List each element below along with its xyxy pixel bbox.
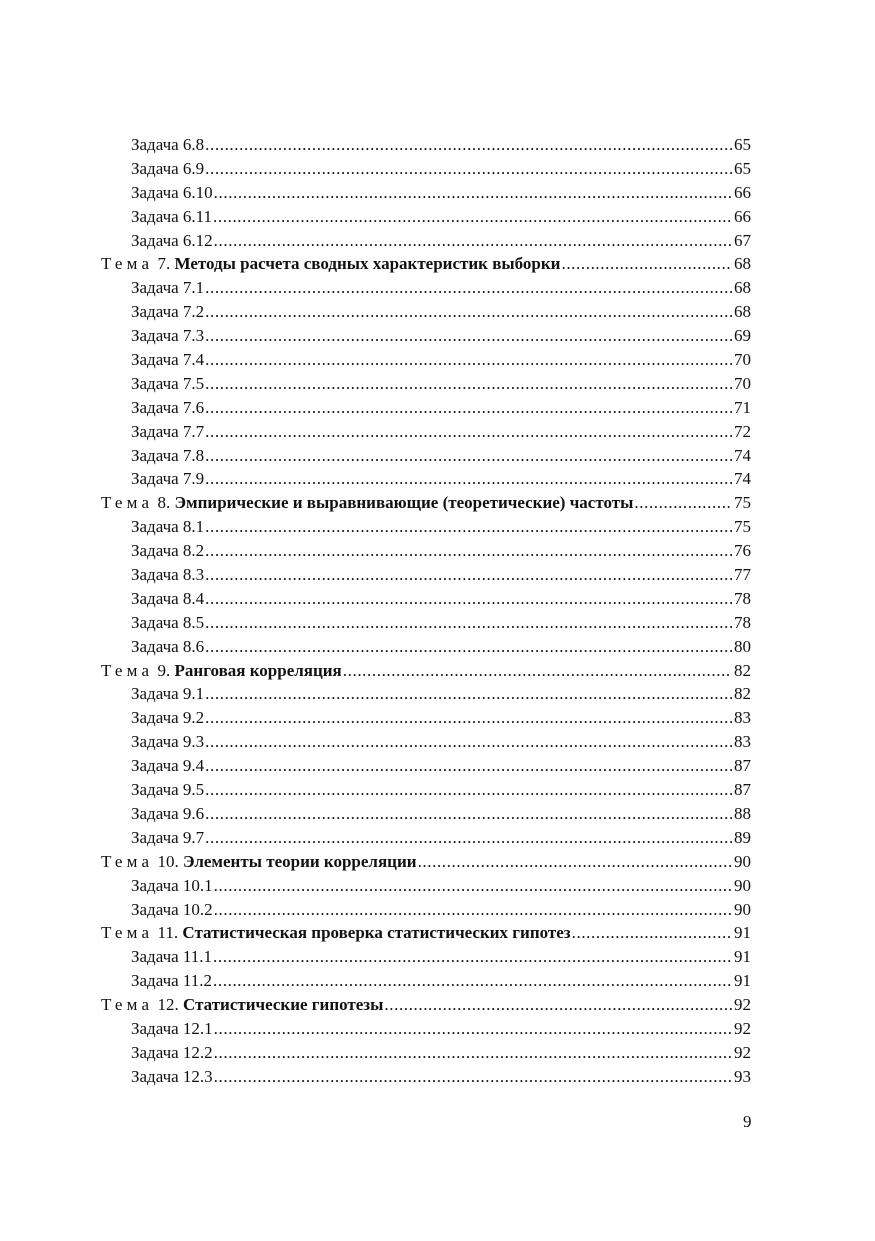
- dot-leader: [205, 300, 732, 324]
- dot-leader: [214, 874, 732, 898]
- topic-label: [101, 659, 342, 683]
- toc-task-entry: [101, 467, 751, 491]
- toc-task-entry: [101, 372, 751, 396]
- dot-leader: [214, 181, 732, 205]
- task-label: Задача 7.7: [131, 421, 205, 441]
- dot-leader: [205, 348, 732, 372]
- task-label: Задача 6.12: [131, 230, 213, 250]
- toc-page-number: 66: [734, 182, 751, 202]
- toc-task-entry: [101, 444, 751, 468]
- toc-topic-entry: [101, 921, 751, 945]
- toc-task-entry: [101, 1041, 751, 1065]
- task-label: Задача 9.6: [131, 803, 205, 823]
- task-label: Задача 8.2: [131, 541, 205, 561]
- task-label: Задача 8.4: [131, 588, 205, 608]
- toc-page-number: 83: [734, 732, 751, 752]
- dot-leader: [205, 682, 732, 706]
- toc-topic-entry: [101, 993, 751, 1017]
- toc-task-entry: [101, 157, 751, 181]
- dot-leader: [384, 993, 732, 1017]
- toc-page-number: 65: [734, 135, 751, 154]
- toc-page-number: 75: [734, 493, 751, 513]
- toc-page-number: 67: [734, 230, 751, 250]
- dot-leader: [205, 372, 732, 396]
- topic-number-value: 10.: [157, 851, 179, 871]
- dot-leader: [205, 515, 732, 539]
- toc-task-entry: [101, 706, 751, 730]
- task-label: Задача 10.2: [131, 899, 213, 919]
- dot-leader: [634, 491, 732, 515]
- dot-leader: [214, 229, 732, 253]
- toc-page-number: 90: [734, 899, 751, 919]
- task-label: Задача 8.5: [131, 612, 205, 632]
- topic-title: Элементы теории корреляции: [183, 851, 417, 871]
- dot-leader: [205, 133, 732, 157]
- toc-page-number: 83: [734, 708, 751, 728]
- topic-prefix: Тема: [101, 493, 154, 513]
- toc-task-entry: [101, 396, 751, 420]
- dot-leader: [205, 444, 732, 468]
- toc-page-number: 77: [734, 565, 751, 585]
- dot-leader: [214, 898, 732, 922]
- toc-task-entry: [101, 754, 751, 778]
- topic-label: [101, 850, 417, 874]
- page-number: 9: [743, 1112, 752, 1131]
- toc-page-number: 70: [734, 350, 751, 370]
- toc-page-number: 68: [734, 278, 751, 298]
- task-label: Задача 12.2: [131, 1042, 213, 1062]
- topic-title: Ранговая корреляция: [174, 660, 342, 680]
- toc-page-number: 68: [734, 302, 751, 322]
- task-label: Задача 7.2: [131, 302, 205, 322]
- task-label: Задача 6.11: [131, 206, 213, 226]
- topic-number-value: 8.: [157, 493, 171, 513]
- toc-page-number: 78: [734, 588, 751, 608]
- dot-leader: [214, 1065, 732, 1089]
- toc-page-number: 74: [734, 469, 751, 489]
- toc-task-entry: [101, 420, 751, 444]
- task-label: Задача 7.6: [131, 397, 205, 417]
- task-label: Задача 6.10: [131, 182, 213, 202]
- dot-leader: [205, 563, 732, 587]
- toc-task-entry: [101, 300, 751, 324]
- toc-task-entry: [101, 945, 751, 969]
- toc-page-number: 68: [734, 254, 751, 274]
- toc-task-entry: [101, 229, 751, 253]
- toc-topic-entry: [101, 850, 751, 874]
- toc-page-number: 65: [734, 158, 751, 178]
- toc-page-number: 87: [734, 756, 751, 776]
- topic-number-value: 9.: [157, 660, 171, 680]
- topic-number-value: 11.: [157, 923, 179, 943]
- toc-topic-entry: [101, 659, 751, 683]
- dot-leader: [205, 467, 732, 491]
- task-label: Задача 9.1: [131, 684, 205, 704]
- toc-task-entry: [101, 348, 751, 372]
- toc-task-entry: [101, 778, 751, 802]
- dot-leader: [205, 802, 732, 826]
- task-label: Задача 9.5: [131, 780, 205, 800]
- toc-task-entry: [101, 1065, 751, 1089]
- table-of-contents: [101, 133, 751, 1089]
- toc-page-number: 69: [734, 326, 751, 346]
- topic-label: [101, 491, 633, 515]
- toc-task-entry: [101, 802, 751, 826]
- toc-page-number: 91: [734, 923, 751, 943]
- dot-leader: [343, 659, 732, 683]
- toc-task-entry: [101, 515, 751, 539]
- task-label: Задача 9.2: [131, 708, 205, 728]
- task-label: Задача 11.2: [131, 971, 213, 991]
- topic-label: [101, 993, 383, 1017]
- task-label: Задача 7.1: [131, 278, 205, 298]
- task-label: Задача 8.1: [131, 517, 205, 537]
- dot-leader: [213, 969, 732, 993]
- dot-leader: [205, 276, 732, 300]
- toc-page-number: 82: [734, 684, 751, 704]
- topic-number-value: 12.: [157, 995, 179, 1015]
- toc-page-number: 66: [734, 206, 751, 226]
- dot-leader: [205, 706, 732, 730]
- task-label: Задача 7.3: [131, 326, 205, 346]
- toc-page-number: 72: [734, 421, 751, 441]
- dot-leader: [205, 635, 732, 659]
- task-label: Задача 12.1: [131, 1018, 213, 1038]
- toc-task-entry: [101, 133, 751, 157]
- task-label: Задача 7.5: [131, 373, 205, 393]
- toc-task-entry: [101, 587, 751, 611]
- task-label: Задача 10.1: [131, 875, 213, 895]
- topic-prefix: Тема: [101, 660, 154, 680]
- topic-number-value: 7.: [157, 254, 171, 274]
- task-label: Задача 8.6: [131, 636, 205, 656]
- toc-page-number: 71: [734, 397, 751, 417]
- task-label: Задача 9.4: [131, 756, 205, 776]
- toc-page-number: 74: [734, 445, 751, 465]
- topic-title: Методы расчета сводных характеристик выборки: [174, 254, 561, 274]
- toc-task-entry: [101, 682, 751, 706]
- task-label: Задача 6.9: [131, 158, 205, 178]
- toc-page-number: 80: [734, 636, 751, 656]
- dot-leader: [205, 730, 732, 754]
- task-label: Задача 11.1: [131, 947, 213, 967]
- toc-task-entry: [101, 635, 751, 659]
- toc-task-entry: [101, 181, 751, 205]
- topic-label: [101, 252, 560, 276]
- toc-page-number: 88: [734, 803, 751, 823]
- toc-task-entry: [101, 1017, 751, 1041]
- dot-leader: [418, 850, 732, 874]
- task-label: Задача 7.4: [131, 350, 205, 370]
- topic-title: Статистическая проверка статистических гипотез: [182, 923, 571, 943]
- toc-task-entry: [101, 898, 751, 922]
- toc-page-number: 76: [734, 541, 751, 561]
- toc-task-entry: [101, 874, 751, 898]
- toc-page-number: 75: [734, 517, 751, 537]
- toc-page-number: 91: [734, 971, 751, 991]
- toc-topic-entry: [101, 491, 751, 515]
- dot-leader: [213, 205, 732, 229]
- task-label: Задача 7.8: [131, 445, 205, 465]
- dot-leader: [561, 252, 732, 276]
- toc-task-entry: [101, 324, 751, 348]
- task-label: Задача 6.8: [131, 135, 205, 154]
- toc-task-entry: [101, 730, 751, 754]
- toc-page-number: 90: [734, 875, 751, 895]
- toc-page-number: 78: [734, 612, 751, 632]
- toc-page-number: 82: [734, 660, 751, 680]
- task-label: Задача 12.3: [131, 1066, 213, 1086]
- topic-label: [101, 921, 571, 945]
- topic-prefix: Тема: [101, 851, 154, 871]
- dot-leader: [572, 921, 732, 945]
- dot-leader: [205, 396, 732, 420]
- toc-page-number: 90: [734, 851, 751, 871]
- dot-leader: [205, 157, 732, 181]
- dot-leader: [205, 539, 732, 563]
- dot-leader: [205, 826, 732, 850]
- toc-page-number: 93: [734, 1066, 751, 1086]
- topic-prefix: Тема: [101, 254, 154, 274]
- toc-task-entry: [101, 539, 751, 563]
- task-label: Задача 8.3: [131, 565, 205, 585]
- toc-task-entry: [101, 563, 751, 587]
- toc-page-number: 92: [734, 995, 751, 1015]
- dot-leader: [205, 611, 732, 635]
- dot-leader: [205, 324, 732, 348]
- dot-leader: [205, 754, 732, 778]
- dot-leader: [205, 587, 732, 611]
- toc-page-number: 91: [734, 947, 751, 967]
- task-label: Задача 9.7: [131, 827, 205, 847]
- topic-title: Статистические гипотезы: [183, 995, 384, 1015]
- dot-leader: [213, 945, 732, 969]
- dot-leader: [214, 1017, 732, 1041]
- toc-task-entry: [101, 205, 751, 229]
- task-label: Задача 9.3: [131, 732, 205, 752]
- topic-prefix: Тема: [101, 923, 154, 943]
- toc-task-entry: [101, 969, 751, 993]
- toc-page-number: 92: [734, 1018, 751, 1038]
- topic-title: Эмпирические и выравнивающие (теоретические) частоты: [174, 493, 634, 513]
- dot-leader: [214, 1041, 732, 1065]
- dot-leader: [205, 420, 732, 444]
- toc-task-entry: [101, 276, 751, 300]
- toc-page-number: 87: [734, 780, 751, 800]
- toc-topic-entry: [101, 252, 751, 276]
- toc-page-number: 70: [734, 373, 751, 393]
- task-label: Задача 7.9: [131, 469, 205, 489]
- toc-task-entry: [101, 611, 751, 635]
- dot-leader: [205, 778, 732, 802]
- toc-task-entry: [101, 826, 751, 850]
- toc-page-number: 92: [734, 1042, 751, 1062]
- toc-page-number: 89: [734, 827, 751, 847]
- topic-prefix: Тема: [101, 995, 154, 1015]
